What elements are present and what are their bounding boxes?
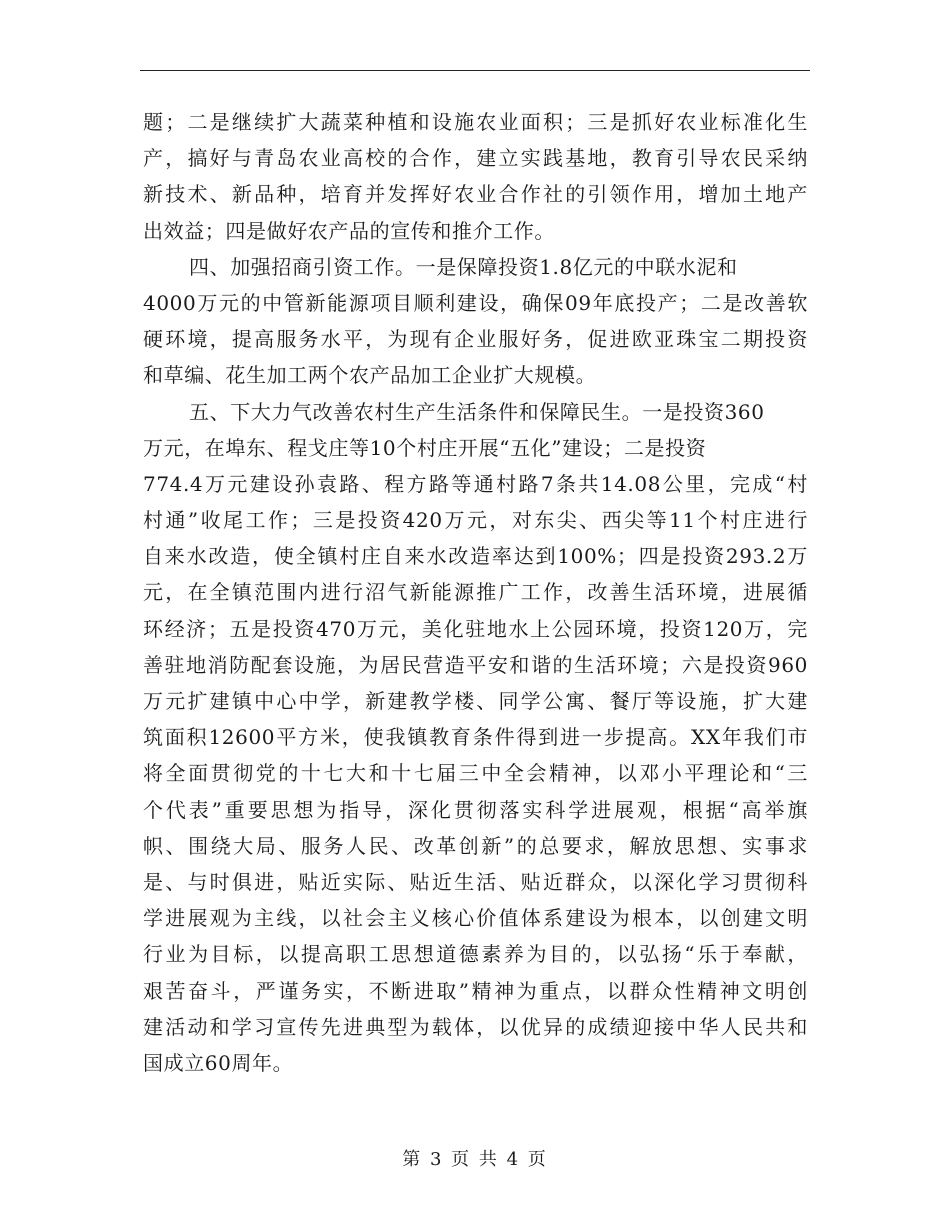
text-line: 五、下大力气改善农村生产生活条件和保障民生。一是投资360: [189, 399, 765, 424]
text-line: 环经济；五是投资470万元，美化驻地水上公园环境，投资120万，完: [143, 616, 808, 641]
text-line: 万元扩建镇中心中学，新建教学楼、同学公寓、餐厅等设施，扩大建: [143, 689, 808, 713]
text-line: 村通”收尾工作；三是投资420万元，对东尖、西尖等11个村庄进行: [143, 508, 808, 533]
text-line: 元，在全镇范围内进行沼气新能源推广工作，改善生活环境，进展循: [143, 580, 808, 605]
text-line: 和草编、花生加工两个农产品加工企业扩大规模。: [143, 363, 597, 388]
text-line: 行业为目标，以提高职工思想道德素养为目的，以弘扬“乐于奉献，: [143, 942, 808, 967]
text-line: 建活动和学习宣传先进典型为载体，以优异的成绩迎接中华人民共和: [143, 1014, 808, 1039]
text-line: 题；二是继续扩大蔬菜种植和设施农业面积；三是抓好农业标准化生: [143, 110, 808, 134]
text-line: 自来水改造，使全镇村庄自来水改造率达到100%；四是投资293.2万: [143, 544, 808, 569]
text-line: 国成立60周年。: [143, 1050, 294, 1075]
text-line: 774.4万元建设孙袁路、程方路等通村路7条共14.08公里，完成“村: [143, 471, 808, 496]
text-line: 4000万元的中管新能源项目顺利建设，确保09年底投产；二是改善软: [143, 290, 808, 315]
text-line: 将全面贯彻党的十七大和十七届三中全会精神，以邓小平理论和“三: [143, 761, 808, 786]
text-line: 学进展观为主线，以社会主义核心价值体系建设为根本，以创建文明: [143, 906, 808, 931]
text-line: 四、加强招商引资工作。一是保障投资1.8亿元的中联水泥和: [189, 254, 738, 279]
text-line: 硬环境，提高服务水平，为现有企业服好务，促进欧亚珠宝二期投资: [143, 327, 808, 352]
text-line: 筑面积12600平方米，使我镇教育条件得到进一步提高。XX年我们市: [143, 725, 808, 750]
text-line: 个代表”重要思想为指导，深化贯彻落实科学进展观，根据“高举旗: [143, 797, 808, 822]
header-rule: [140, 70, 810, 71]
text-line: 善驻地消防配套设施，为居民营造平安和谐的生活环境；六是投资960: [143, 652, 808, 677]
page-number-footer: 第 3 页 共 4 页: [402, 1149, 548, 1170]
text-line: 是、与时俱进，贴近实际、贴近生活、贴近群众，以深化学习贯彻科: [143, 869, 808, 894]
text-line: 新技术、新品种，培育并发挥好农业合作社的引领作用，增加土地产: [143, 182, 808, 207]
body-text: [143, 104, 808, 1081]
text-line: 艰苦奋斗，严谨务实，不断进取”精神为重点，以群众性精神文明创: [143, 978, 808, 1003]
text-line: 帜、围绕大局、服务人民、改革创新”的总要求，解放思想、实事求: [143, 833, 808, 858]
text-line: 产，搞好与青岛农业高校的合作，建立实践基地，教育引导农民采纳: [143, 146, 808, 171]
text-line: 出效益；四是做好农产品的宣传和推介工作。: [143, 218, 555, 243]
text-line: 万元，在埠东、程戈庄等10个村庄开展“五化”建设；二是投资: [143, 435, 707, 460]
